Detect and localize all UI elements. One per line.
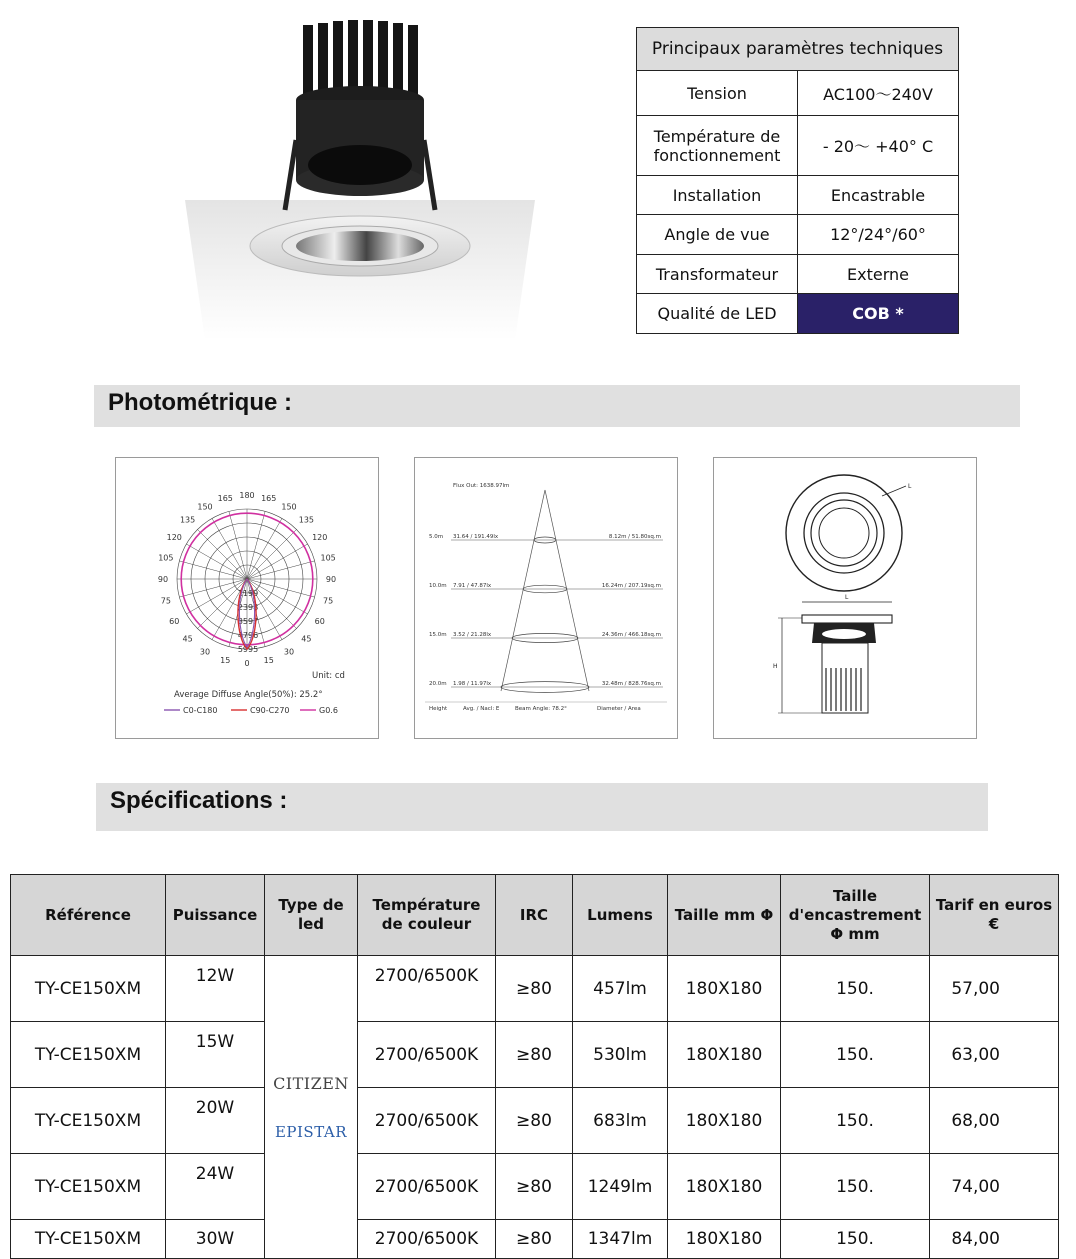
cell-lumens: 457lm [573,956,668,1022]
param-label: Angle de vue [637,215,798,255]
param-value: - 20〜 +40° C [798,116,959,176]
polar-spoke [186,544,247,579]
cell-cutout: 150. [781,1022,930,1088]
polar-diagram-panel [115,457,379,739]
cell-reference: TY-CE150XM [11,1088,166,1154]
photometric-header [94,385,1020,427]
col-avg: Avg. / Nacl: E [463,706,500,712]
table-row [11,1154,1059,1220]
cell-cutout: 150. [781,1154,930,1220]
cell-color-temp: 2700/6500K [358,1022,496,1088]
param-label: Qualité de LED [637,294,798,334]
col-price: Tarif en euros € [930,875,1059,956]
dim-label-height: H [773,663,778,670]
cell-cutout: 150. [781,1220,930,1259]
polar-unit: Unit: cd [312,671,345,681]
param-label: Installation [637,176,798,215]
beam-angle: Beam Angle: 78.2° [515,706,567,712]
photometric-title: Photométrique : [108,389,292,416]
beam-height: 20.0m [429,681,447,687]
legend-c0: C0-C180 [183,706,218,715]
polar-angle-label: 15 [220,656,231,666]
cell-color-temp: 2700/6500K [358,1088,496,1154]
cell-irc: ≥80 [496,1154,573,1220]
polar-spoke [229,511,247,579]
beam-diameter: 24.36m / 466.18sq.m [601,632,661,638]
specifications-title: Spécifications : [110,787,288,814]
epistar-logo: EPISTAR [274,1122,348,1141]
param-label: Transformateur [637,255,798,294]
cell-lumens: 530lm [573,1022,668,1088]
cell-irc: ≥80 [496,1220,573,1259]
polar-candela-chart [116,458,378,738]
cell-irc: ≥80 [496,956,573,1022]
polar-angle-label: 120 [312,533,328,542]
polar-avg-angle: Average Diffuse Angle(50%): 25.2° [174,690,323,700]
polar-angle-label: 30 [199,647,211,657]
beam-height: 5.0m [429,534,444,540]
cell-power: 12W [166,956,265,1022]
col-size: Taille mm Φ [668,875,781,956]
cell-power: 30W [166,1220,265,1259]
citizen-logo: CITIZEN [273,1073,349,1093]
led-quality-badge: COB * [798,294,959,334]
cell-size: 180X180 [668,1220,781,1259]
col-irc: IRC [496,875,573,956]
param-label: Température de fonctionnement [637,116,798,176]
polar-spoke [247,511,265,579]
legend-g06: G0.6 [319,706,338,715]
table-row [11,1022,1059,1088]
polar-spoke [247,561,315,579]
cell-size: 180X180 [668,1154,781,1220]
cell-power: 20W [166,1088,265,1154]
cell-price: 74,00 [930,1154,1059,1220]
cell-cutout: 150. [781,956,930,1022]
cell-reference: TY-CE150XM [11,1154,166,1220]
beam-illuminance: 1.98 / 11.97lx [453,681,492,687]
tech-params-title: Principaux paramètres techniques [637,28,959,71]
cell-size: 180X180 [668,1088,781,1154]
beam-diameter: 16.24m / 207.19sq.m [601,583,661,589]
polar-spoke [247,518,282,579]
dimension-drawing-panel [713,457,977,739]
beam-diameter: 8.12m / 51.80sq.m [608,534,661,540]
polar-angle-label: 60 [314,617,325,626]
polar-angle-label: 15 [263,656,274,666]
polar-angle-label: 90 [157,575,169,584]
dim-label-top: L [908,483,912,490]
polar-spoke [212,518,247,579]
param-value: Externe [798,255,959,294]
col-color-temp: Température de couleur [358,875,496,956]
cell-size: 180X180 [668,956,781,1022]
cell-lumens: 1347lm [573,1220,668,1259]
polar-spoke [179,561,247,579]
polar-ring-label: 3597 [237,617,259,626]
cell-size: 180X180 [668,1022,781,1088]
polar-angle-label: 150 [197,502,213,512]
table-header-row [11,875,1059,956]
polar-spoke [198,530,247,579]
col-power: Puissance [166,875,265,956]
table-row [11,1220,1059,1259]
beam-illuminance: 7.91 / 47.87lx [453,583,492,589]
cell-irc: ≥80 [496,1088,573,1154]
dim-label-width: L [845,594,849,601]
polar-angle-label: 45 [182,634,193,644]
param-label: Tension [637,71,798,116]
cell-cutout: 150. [781,1088,930,1154]
col-cutout: Taille d'encastrement Φ mm [781,875,930,956]
polar-ring-label: 4796 [237,631,259,640]
table-row [11,1088,1059,1154]
cell-led-brands [265,956,358,1259]
specifications-table [10,874,1059,1259]
param-value: AC100〜240V [798,71,959,116]
polar-angle-label: 90 [325,575,337,584]
beam-illuminance: 3.52 / 21.28lx [453,632,492,638]
col-lumens: Lumens [573,875,668,956]
polar-spoke [247,530,296,579]
polar-angle-label: 180 [239,491,255,500]
polar-angle-label: 30 [283,647,295,657]
cell-price: 57,00 [930,956,1059,1022]
cell-price: 84,00 [930,1220,1059,1259]
polar-angle-label: 165 [261,493,277,503]
cell-power: 15W [166,1022,265,1088]
cell-color-temp: 2700/6500K [358,1154,496,1220]
beam-illuminance: 31.64 / 191.49lx [453,534,499,540]
polar-angle-label: 135 [179,515,196,525]
cell-irc: ≥80 [496,1022,573,1088]
polar-ring-label: 1199 [237,589,259,598]
cell-reference: TY-CE150XM [11,1220,166,1259]
polar-angle-label: 120 [166,533,182,542]
flux-out: Flux Out: 1638.97lm [453,483,510,489]
polar-angle-label: 75 [160,596,171,606]
product-image [185,15,535,345]
beam-height: 10.0m [429,583,447,589]
cell-color-temp: 2700/6500K [358,1220,496,1259]
polar-angle-label: 105 [158,553,174,563]
beam-diagram-panel [414,457,678,739]
cell-power: 24W [166,1154,265,1220]
polar-ring-label: 2398 [237,603,259,612]
polar-angle-label: 150 [281,502,297,512]
specifications-header [96,783,988,831]
col-led-type: Type de led [265,875,358,956]
polar-angle-label: 0 [244,659,250,668]
dimension-drawing [714,458,976,738]
polar-angle-label: 165 [217,493,233,503]
polar-angle-label: 105 [320,553,336,563]
param-value: Encastrable [798,176,959,215]
beam-diagram [415,458,677,738]
table-row [11,956,1059,1022]
tech-params-table [636,27,959,334]
cell-reference: TY-CE150XM [11,956,166,1022]
polar-spoke [247,544,308,579]
cell-lumens: 683lm [573,1088,668,1154]
legend-c90: C90-C270 [250,706,290,715]
param-value: 12°/24°/60° [798,215,959,255]
polar-angle-label: 135 [298,515,315,525]
cell-price: 63,00 [930,1022,1059,1088]
cell-reference: TY-CE150XM [11,1022,166,1088]
polar-ring-label: 5995 [237,645,259,654]
col-height: Height [429,706,448,712]
polar-angle-label: 60 [169,617,180,626]
beam-height: 15.0m [429,632,447,638]
col-reference: Référence [11,875,166,956]
cell-lumens: 1249lm [573,1154,668,1220]
col-diameter: Diameter / Area [597,706,641,712]
cell-color-temp: 2700/6500K [358,956,496,1022]
cell-price: 68,00 [930,1088,1059,1154]
polar-angle-label: 45 [301,634,312,644]
beam-diameter: 32.48m / 828.76sq.m [601,681,661,687]
polar-angle-label: 75 [323,596,334,606]
